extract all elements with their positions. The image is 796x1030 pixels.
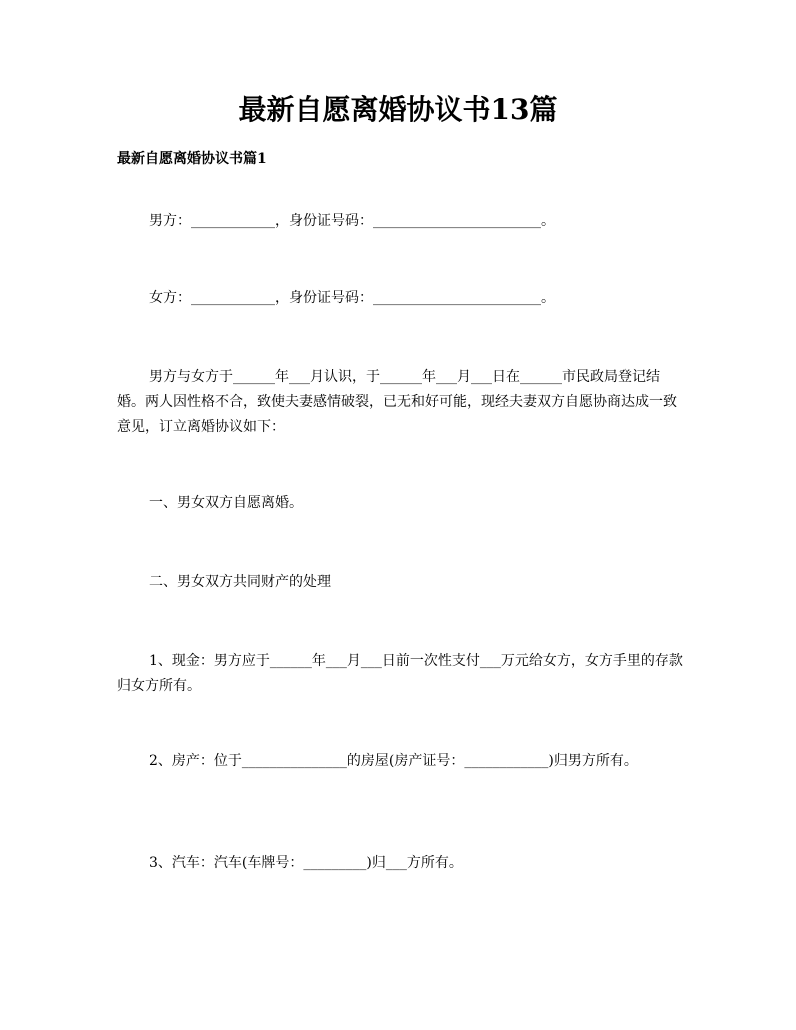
woman-id-paragraph: 女方：____________，身份证号码：________________________。	[149, 290, 555, 306]
car-paragraph: 3、汽车：汽车(车牌号：_________)归___方所有。	[149, 855, 463, 871]
document-title: 最新自愿离婚协议书13篇	[238, 93, 558, 126]
intro-paragraph: 男方与女方于______年___月认识，于______年___月___日在______市民政局登记结婚。两人因性格不合，致使夫妻感情破裂，已无和好可能，现经夫妻双方自愿协商达成一致意见，订立离婚协议如下：	[117, 369, 677, 435]
cash-paragraph: 1、现金：男方应于______年___月___日前一次性支付___万元给女方，女方手里的存款归女方所有。	[117, 653, 683, 694]
clause-1-paragraph: 一、男女双方自愿离婚。	[149, 495, 303, 511]
man-id-paragraph: 男方：____________，身份证号码：________________________。	[149, 213, 555, 229]
section-heading: 最新自愿离婚协议书篇1	[117, 151, 267, 167]
house-paragraph: 2、房产：位于_______________的房屋(房产证号：____________)归男方所有。	[149, 753, 638, 769]
clause-2-paragraph: 二、男女双方共同财产的处理	[149, 574, 331, 590]
